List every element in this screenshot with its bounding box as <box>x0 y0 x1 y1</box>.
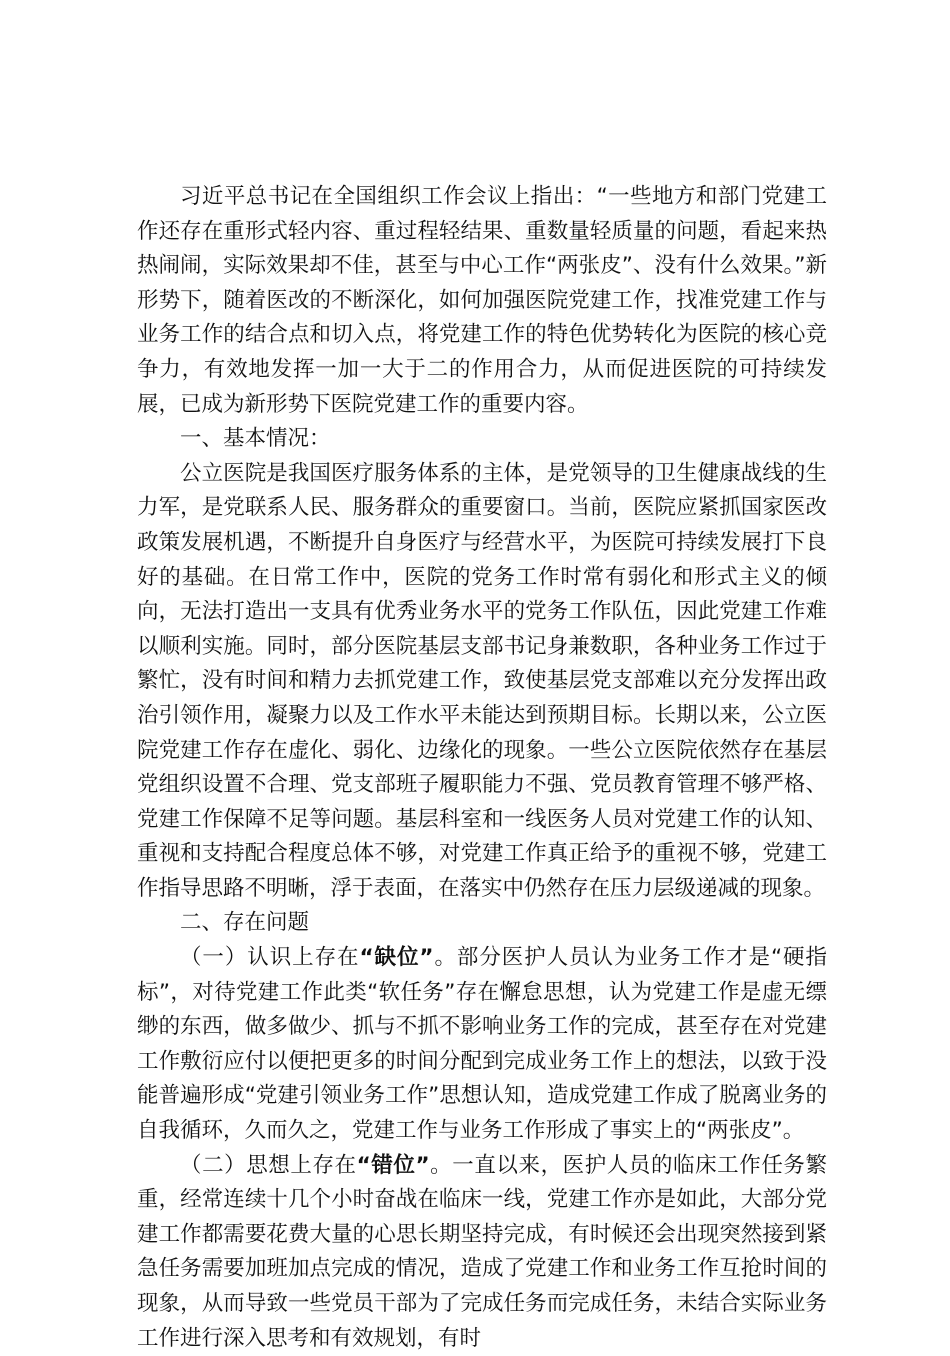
intro-paragraph: 习近平总书记在全国组织工作会议上指出：“一些地方和部门党建工作还存在重形式轻内容、重过程轻结果、重数量轻质量的问题，看起来热热闹闹，实际效果却不佳，甚至与中心工作“两张皮”、没有什么效果。”新形势下，随着医改的不断深化，如何加强医院党建工作，找准党建工作与业务工作的结合点和切入点，将党建工作的特色优势转化为医院的核心竞争力，有效地发挥一加一大于二的作用合力，从而促进医院的可持续发展，已成为新形势下医院党建工作的重要内容。 <box>137 184 827 417</box>
problem-1-text: 。部分医护人员认为业务工作才是“硬指标”，对待党建工作此类“软任务”存在懈怠思想，认为党建工作是虚无缥缈的东西，做多做少、抓与不抓不影响业务工作的完成，甚至存在对党建工作敷衍应付以便把更多的时间分配到完成业务工作上的想法，以致于没能普遍形成“党建引领业务工作”思想认知，造成党建工作成了脱离业务的自我循环，久而久之，党建工作与业务工作形成了事实上的“两张皮”。 <box>137 945 827 1144</box>
problem-paragraph-2 <box>137 1149 827 1356</box>
section-heading-basic-situation: 一、基本情况： <box>180 426 331 452</box>
problem-2-lead: （二）思想上存在 <box>180 1152 357 1178</box>
problem-paragraph-1 <box>137 941 827 1149</box>
problem-2-emphasis: “错位” <box>356 1152 430 1178</box>
document-body <box>137 180 827 1356</box>
section-heading-problems: 二、存在问题 <box>180 910 310 936</box>
problem-1-emphasis: “缺位” <box>359 945 434 971</box>
problem-1-lead: （一）认识上存在 <box>180 945 360 971</box>
problem-2-text: 。一直以来，医护人员的临床工作任务繁重，经常连续十几个小时奋战在临床一线，党建工作亦是如此，大部分党建工作都需要花费大量的心思长期坚持完成，有时候还会出现突然接到紧急任务需要加班加点完成的情况，造成了党建工作和业务工作互抢时间的现象，从而导致一些党员干部为了完成任务而完成任务，未结合实际业务工作进行深入思考和有效规划，有时 <box>137 1152 827 1351</box>
basic-situation-paragraph: 公立医院是我国医疗服务体系的主体，是党领导的卫生健康战线的生力军，是党联系人民、服务群众的重要窗口。当前，医院应紧抓国家医改政策发展机遇，不断提升自身医疗与经营水平，为医院可持续发展打下良好的基础。在日常工作中，医院的党务工作时常有弱化和形式主义的倾向，无法打造出一支具有优秀业务水平的党务工作队伍，因此党建工作难以顺利实施。同时，部分医院基层支部书记身兼数职，各种业务工作过于繁忙，没有时间和精力去抓党建工作，致使基层党支部难以充分发挥出政治引领作用，凝聚力以及工作水平未能达到预期目标。长期以来，公立医院党建工作存在虚化、弱化、边缘化的现象。一些公立医院依然存在基层党组织设置不合理、党支部班子履职能力不强、党员教育管理不够严格、党建工作保障不足等问题。基层科室和一线医务人员对党建工作的认知、重视和支持配合程度总体不够，对党建工作真正给予的重视不够，党建工作指导思路不明晰，浮于表面，在落实中仍然存在压力层级递减的现象。 <box>137 460 827 901</box>
